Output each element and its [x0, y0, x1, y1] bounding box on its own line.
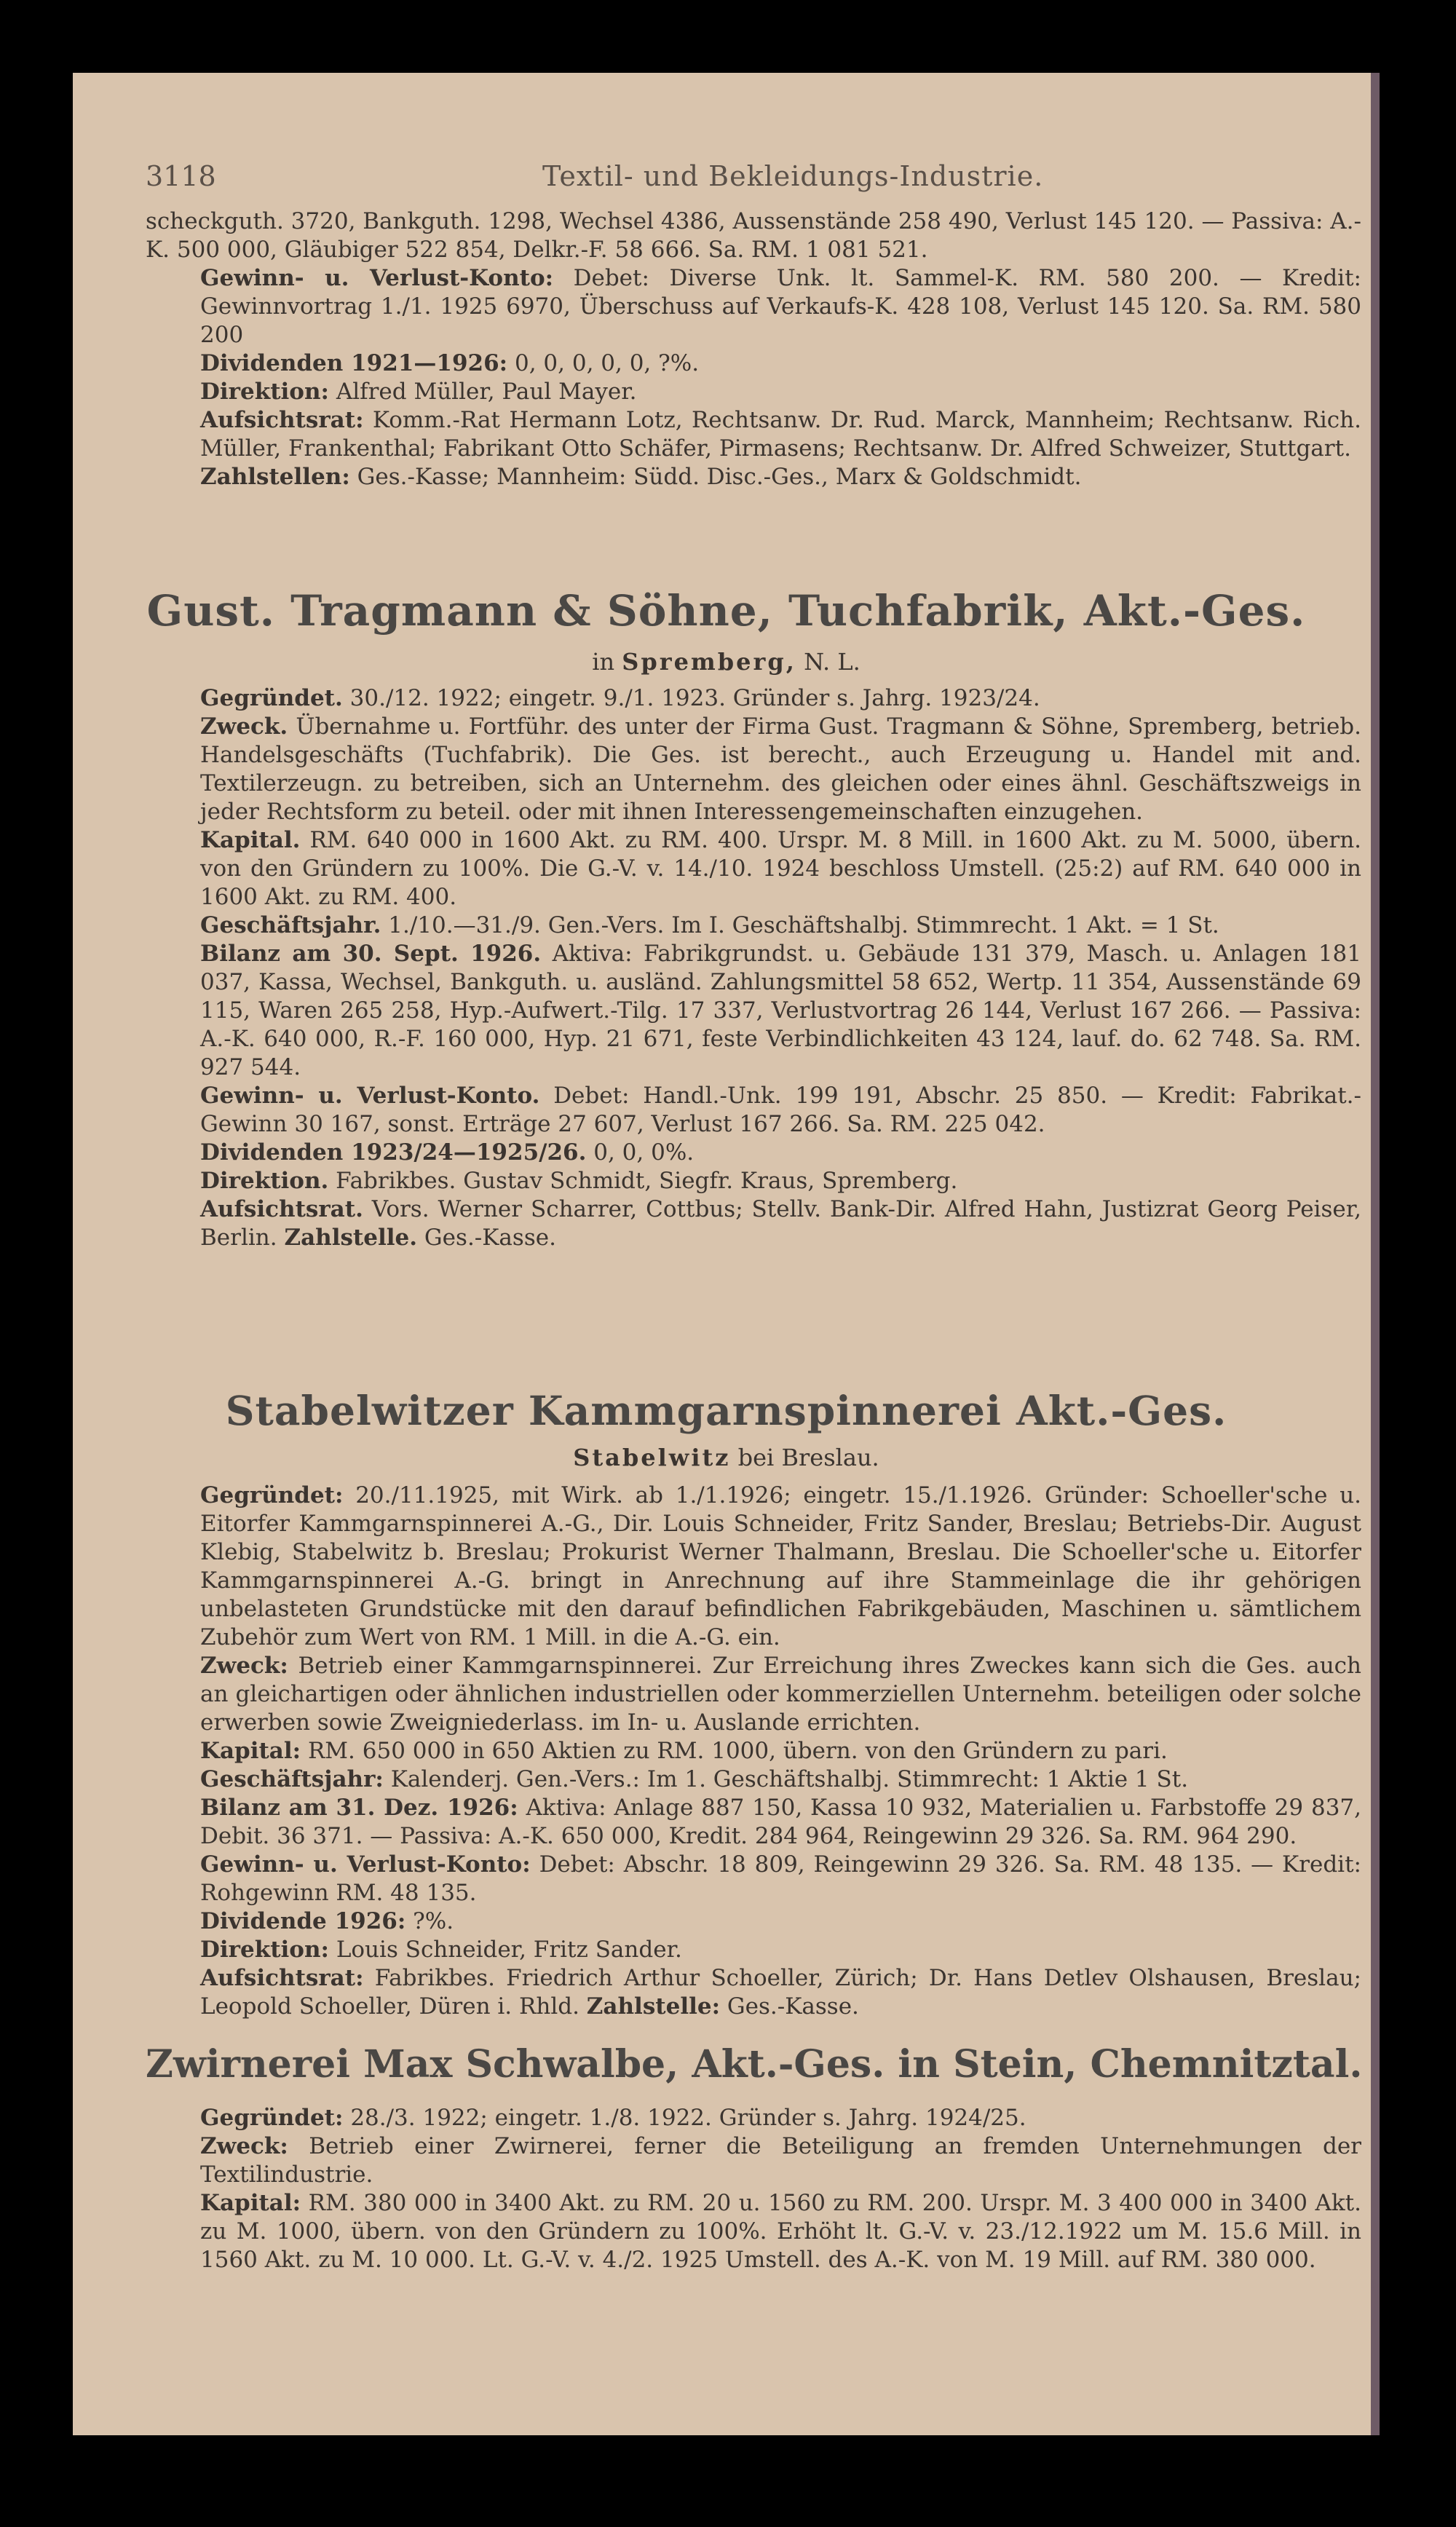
paragraph-text: Ges.-Kasse.	[727, 1993, 859, 2020]
paragraph-text: Alfred Müller, Paul Mayer.	[336, 379, 637, 405]
paragraph-text: 1./10.—31./9. Gen.-Vers. Im I. Geschäftshalbj. Stimmrecht. 1 Akt. = 1 St.	[388, 912, 1219, 938]
entry-paragraph	[146, 2104, 1361, 2132]
paragraph-text: Ges.-Kasse.	[424, 1225, 556, 1251]
entry-paragraph	[146, 1737, 1361, 1765]
paragraph-label: Dividenden 1921—1926:	[200, 350, 508, 376]
paragraph-label: Bilanz am 31. Dez. 1926:	[200, 1795, 518, 1821]
paragraph-text: 30./12. 1922; eingetr. 9./1. 1923. Gründer s. Jahrg. 1923/24.	[349, 685, 1040, 711]
paragraph-text: 0, 0, 0%.	[593, 1139, 695, 1166]
paragraph-text: 28./3. 1922; eingetr. 1./8. 1922. Gründer s. Jahrg. 1924/25.	[350, 2105, 1026, 2131]
paragraph-text: 0, 0, 0, 0, 0, ?%.	[514, 350, 700, 376]
location-suffix: bei Breslau.	[737, 1444, 879, 1471]
entry-paragraph	[146, 1139, 1361, 1167]
location-prefix: in	[592, 648, 615, 676]
running-title: Textil- und Bekleidungs-Industrie.	[542, 160, 1044, 192]
book-page	[73, 73, 1380, 2435]
paragraph-text: RM. 650 000 in 650 Aktien zu RM. 1000, übern. von den Gründern zu pari.	[307, 1738, 1168, 1764]
paragraph-label: Dividenden 1923/24—1925/26.	[200, 1139, 587, 1166]
paragraph-label: Gegründet.	[200, 685, 343, 711]
paragraph-label: Geschäftsjahr.	[200, 912, 381, 938]
paragraph-label: Gewinn- u. Verlust-Konto.	[200, 1083, 540, 1109]
paragraph-label: Kapital:	[200, 2190, 301, 2216]
entry-paragraph	[146, 2189, 1361, 2274]
paragraph-text: Fabrikbes. Friedrich Arthur Schoeller, Zürich; Dr. Hans Detlev Olshausen, Breslau; Leopold Schoeller, Düren i. Rhld.	[200, 1965, 1361, 2020]
paragraph-text: Aktiva: Anlage 887 150, Kassa 10 932, Materialien u. Farbstoffe 29 837, Debit. 36 371. — Passiva: A.-K. 650 000, Kredit. 284 964, Reingewinn 29 326. Sa. RM. 964 290.	[200, 1795, 1361, 1849]
paragraph-label: Zahlstelle:	[586, 1993, 721, 2020]
paragraph-text: Aktiva: Fabrikgrundst. u. Gebäude 131 379, Masch. u. Anlagen 181 037, Kassa, Wechsel, Bankguth. u. ausländ. Zahlungsmittel 58 652, Wertp. 11 354, Aussenstände 69 115, Waren 265 258, Hyp.-Aufwert.-Tilg. 17 337, Verlustvortrag 26 144, Verlust 167 266. — Passiva: A.-K. 640 000, R.-F. 160 000, Hyp. 21 671, feste Verbindlichkeiten 43 124, lauf. do. 62 748. Sa. RM. 927 544.	[200, 941, 1361, 1080]
entry-paragraph	[146, 2132, 1361, 2189]
entry-paragraph	[146, 1082, 1361, 1139]
paragraph-label: Aufsichtsrat.	[200, 1196, 363, 1222]
entry-paragraph	[146, 940, 1361, 1082]
paragraph-label: Kapital:	[200, 1738, 301, 1764]
page-number: 3118	[146, 160, 216, 192]
paragraph-label: Direktion:	[200, 379, 329, 405]
paragraph-label: Aufsichtsrat:	[200, 1965, 364, 1991]
company-heading: Zwirnerei Max Schwalbe, Akt.-Ges. in Stein, Chemnitztal.	[146, 2042, 1363, 2087]
paragraph-label: Zweck:	[200, 2133, 288, 2159]
entry-paragraph	[146, 1794, 1361, 1851]
paragraph-text: Betrieb einer Zwirnerei, ferner die Beteiligung an fremden Unternehmungen der Textilindustrie.	[200, 2133, 1362, 2188]
paragraph-label: Geschäftsjahr:	[200, 1766, 384, 1792]
paragraph-label: Gegründet:	[200, 2105, 344, 2131]
paragraph-label: Zahlstellen:	[200, 464, 350, 490]
entry-paragraph	[146, 826, 1361, 911]
paragraph-text: Übernahme u. Fortführ. des unter der Firma Gust. Tragmann & Söhne, Spremberg, betrieb. Handelsgeschäfts (Tuchfabrik). Die Ges. ist berecht., auch Erzeugung u. Handel mit and. Textilerzeugn. zu betreiben, sich an Unternehm. des gleichen oder eines ähnl. Geschäftszweigs in jeder Rechtsform zu beteil. oder mit ihnen Interessengemeinschaften einzugehen.	[200, 713, 1361, 825]
entry-paragraph	[146, 378, 1361, 406]
paragraph-label: Zahlstelle.	[284, 1225, 418, 1251]
entry-paragraph	[146, 1652, 1361, 1737]
entry-paragraph	[146, 349, 1361, 378]
paragraph-text: RM. 380 000 in 3400 Akt. zu RM. 20 u. 1560 zu RM. 200. Urspr. M. 3 400 000 in 3400 Akt. zu M. 1000, übern. von den Gründern zu 100%. Erhöht lt. G.-V. v. 23./12.1922 um M. 15.6 Mill. in 1560 Akt. zu M. 10 000. Lt. G.-V. v. 4./2. 1925 Umstell. des A.-K. von M. 19 Mill. auf RM. 380 000.	[200, 2190, 1361, 2273]
paragraph-label: Bilanz am 30. Sept. 1926.	[200, 941, 542, 967]
location-city: Stabelwitz	[573, 1444, 731, 1471]
entry-paragraph	[146, 1851, 1361, 1907]
paragraph-label: Gewinn- u. Verlust-Konto:	[200, 1851, 531, 1878]
paragraph-label: Zweck:	[200, 1653, 288, 1679]
paragraph-text: Debet: Handl.-Unk. 199 191, Abschr. 25 850. — Kredit: Fabrikat.-Gewinn 30 167, sonst. Erträge 27 607, Verlust 167 266. Sa. RM. 225 042.	[200, 1083, 1361, 1137]
entry-paragraph	[146, 1936, 1361, 1964]
paragraph-label: Dividende 1926:	[200, 1908, 406, 1934]
location-suffix: N. L.	[804, 648, 860, 676]
entry-paragraph	[146, 1195, 1361, 1252]
paragraph-text: 20./11.1925, mit Wirk. ab 1./1.1926; eingetr. 15./1.1926. Gründer: Schoeller'sche u. Eitorfer Kammgarnspinnerei A.-G., Dir. Louis Schneider, Fritz Sander, Breslau; Betriebs-Dir. August Klebig, Stabelwitz b. Breslau; Prokurist Werner Thalmann, Breslau. Die Schoeller'sche u. Eitorfer Kammgarnspinnerei A.-G. bringt in Anrechnung auf ihre Stammeinlage die ihr gehörigen unbelasteten Grundstücke mit den darauf befindlichen Fabrikgebäuden, Maschinen u. sämtlichem Zubehör zum Wert von RM. 1 Mill. in die A.-G. ein.	[200, 1482, 1361, 1650]
paragraph-text: Komm.-Rat Hermann Lotz, Rechtsanw. Dr. Rud. Marck, Mannheim; Rechtsanw. Rich. Müller, Frankenthal; Fabrikant Otto Schäfer, Pirmasens; Rechtsanw. Dr. Alfred Schweizer, Stuttgart.	[200, 407, 1361, 462]
entry-paragraph	[146, 463, 1361, 491]
paragraph-label: Aufsichtsrat:	[200, 407, 364, 433]
entry-paragraph	[146, 406, 1361, 463]
paragraph-text: Kalenderj. Gen.-Vers.: Im 1. Geschäftshalbj. Stimmrecht: 1 Aktie 1 St.	[390, 1766, 1189, 1792]
paragraph-label: Zweck.	[200, 713, 288, 740]
previous-entry	[146, 207, 1361, 491]
paragraph-label: Direktion:	[200, 1937, 329, 1963]
entry-paragraph	[146, 264, 1361, 349]
paragraph-text: RM. 640 000 in 1600 Akt. zu RM. 400. Urspr. M. 8 Mill. in 1600 Akt. zu M. 5000, übern. von den Gründern zu 100%. Die G.-V. v. 14./10. 1924 beschloss Umstell. (25:2) auf RM. 640 000 in 1600 Akt. zu RM. 400.	[200, 827, 1362, 910]
company-location	[73, 648, 1380, 676]
paragraph-label: Gewinn- u. Verlust-Konto:	[200, 265, 554, 291]
page-edge	[1371, 73, 1380, 2435]
entry-paragraph	[146, 1765, 1361, 1794]
location-city: Spremberg,	[622, 648, 796, 676]
paragraph-text: Debet: Abschr. 18 809, Reingewinn 29 326. Sa. RM. 48 135. — Kredit: Rohgewinn RM. 48 135.	[200, 1851, 1362, 1906]
paragraph-text: Ges.-Kasse; Mannheim: Südd. Disc.-Ges., Marx & Goldschmidt.	[357, 464, 1082, 490]
paragraph-text: Vors. Werner Scharrer, Cottbus; Stellv. Bank-Dir. Alfred Hahn, Justizrat Georg Peiser, Berlin.	[200, 1196, 1361, 1251]
company-entry	[146, 1482, 1361, 2021]
paragraph-text: Louis Schneider, Fritz Sander.	[336, 1937, 682, 1963]
paragraph-label: Direktion.	[200, 1168, 329, 1194]
paragraph-text: Debet: Diverse Unk. lt. Sammel-K. RM. 580 200. — Kredit: Gewinnvortrag 1./1. 1925 6970, Überschuss auf Verkaufs-K. 428 108, Verlust 145 120. Sa. RM. 580 200	[200, 265, 1361, 348]
paragraph-text: Fabrikbes. Gustav Schmidt, Siegfr. Kraus, Spremberg.	[336, 1168, 958, 1194]
company-heading: Gust. Tragmann & Söhne, Tuchfabrik, Akt.-Ges.	[146, 586, 1306, 636]
entry-paragraph	[146, 684, 1361, 713]
entry-paragraph	[146, 911, 1361, 940]
paragraph-text: scheckguth. 3720, Bankguth. 1298, Wechsel 4386, Aussenstände 258 490, Verlust 145 120. — Passiva: A.-K. 500 000, Gläubiger 522 854, Delkr.-F. 58 666. Sa. RM. 1 081 521.	[146, 208, 1361, 263]
paragraph-text: ?%.	[413, 1908, 454, 1934]
entry-paragraph	[146, 207, 1361, 264]
paragraph-label: Kapital.	[200, 827, 301, 853]
entry-paragraph	[146, 1482, 1361, 1652]
entry-paragraph	[146, 1964, 1361, 2021]
company-entry	[146, 2104, 1361, 2274]
entry-paragraph	[146, 1907, 1361, 1936]
entry-paragraph	[146, 1167, 1361, 1195]
company-location	[73, 1444, 1380, 1471]
company-heading: Stabelwitzer Kammgarnspinnerei Akt.-Ges.	[225, 1387, 1227, 1434]
paragraph-label: Gegründet:	[200, 1482, 344, 1508]
paragraph-text: Betrieb einer Kammgarnspinnerei. Zur Erreichung ihres Zweckes kann sich die Ges. auch an gleichartigen oder ähnlichen industriellen oder kommerziellen Unternehm. beteiligen oder solche erwerben sowie Zweigniederlass. im In- u. Auslande errichten.	[200, 1653, 1361, 1736]
entry-paragraph	[146, 713, 1361, 826]
company-entry	[146, 684, 1361, 1252]
